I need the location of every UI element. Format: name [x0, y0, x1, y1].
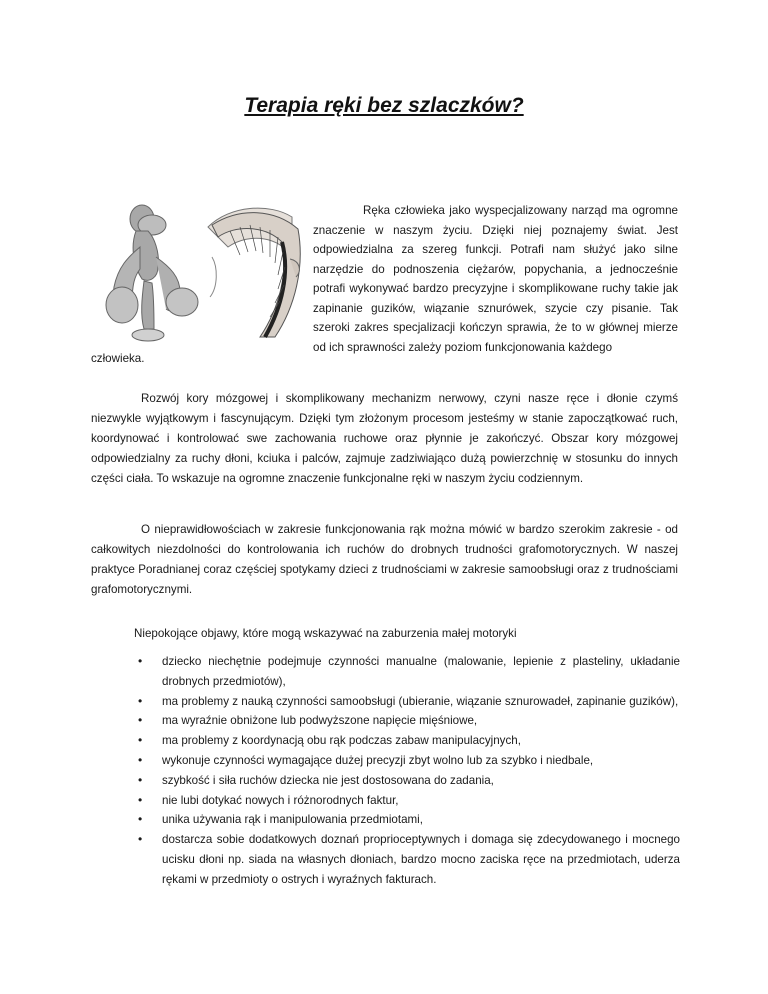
intro-paragraph — [313, 201, 678, 357]
bullet-icon: • — [138, 693, 143, 708]
list-item: • ma problemy z nauką czynności samoobsługi (ubieranie, wiązanie sznurowadeł, zapinanie guzików), — [134, 692, 680, 712]
list-heading: Niepokojące objawy, które mogą wskazywać na zaburzenia małej motoryki — [134, 627, 517, 640]
intro-text: Ręka człowieka jako wyspecjalizowany narząd ma ogromne znaczenie w naszym życiu. Dzięki niej poznajemy świat. Jest odpowiedzialna za szereg funkcji. Potrafi nam służyć jako silne narzędzie do podnoszenia ciężarów, popychania, a jednocześnie potrafi wykonywać bardzo precyzyjne i skomplikowane ruchy takie jak zapinanie guzików, wiązanie sznurówek, szycie czy pisanie. Tak szeroki zakres specjalizacji kończyn sprawia, że to w głównej mierze od ich sprawności zależy poziom funkcjonowania każdego — [313, 204, 678, 354]
paragraph-text: Rozwój kory mózgowej i skomplikowany mechanizm nerwowy, czyni nasze ręce i dłonie czymś niezwykle wyjątkowym i fascynującym. Dzięki tym złożonym procesom jesteśmy w stanie zapoczątkować ruch, koordynować i kontrolować swe zachowania ruchowe oraz płynnie je zakończyć. Obszar kory mózgowej odpowiedzialny za ruchy dłoni, kciuka i palców, zajmuje zadziwiająco dużą powierzchnię w stosunku do innych części ciała. To wskazuje na ogromne znaczenie funkcjonalne ręki w naszym życiu codziennym. — [91, 392, 678, 485]
homunculus-figure — [106, 205, 198, 341]
page-title: Terapia ręki bez szlaczków? — [244, 94, 524, 118]
paragraph-cortex — [91, 389, 678, 489]
list-item: • dostarcza sobie dodatkowych doznań proprioceptywnych i domaga się zdecydowanego i mocnego ucisku dłoni np. siada na własnych dłoniach, bardzo mocno zaciska ręce na przedmiotach, uderza rękami w przedmioty o ostrych i wyraźnych fakturach. — [138, 832, 680, 886]
symptoms-list — [134, 652, 680, 890]
bullet-icon: • — [138, 654, 143, 668]
bullet-icon: • — [138, 792, 143, 807]
bullet-icon: • — [138, 713, 143, 728]
bullet-icon: • — [138, 772, 143, 787]
intro-tail: człowieka. — [91, 352, 145, 365]
motor-cortex-diagram — [208, 208, 300, 337]
bullet-icon: • — [138, 832, 143, 847]
list-item: • nie lubi dotykać nowych i różnorodnych faktur, — [134, 791, 680, 811]
list-item: • dziecko niechętnie podejmuje czynności manualne (malowanie, lepienie z plasteliny, układanie drobnych przedmiotów), — [138, 654, 680, 688]
homunculus-illustration — [100, 197, 305, 347]
list-item: • ma wyraźnie obniżone lub podwyższone napięcie mięśniowe, — [134, 711, 680, 731]
list-item: • wykonuje czynności wymagające dużej precyzji zbyt wolno lub za szybko i niedbale, — [134, 751, 680, 771]
bullet-icon: • — [138, 752, 143, 767]
list-item: • ma problemy z koordynacją obu rąk podczas zabaw manipulacyjnych, — [134, 731, 680, 751]
bullet-icon: • — [138, 812, 143, 827]
paragraph-disorders — [91, 520, 678, 600]
bullet-icon: • — [138, 733, 143, 748]
paragraph-text: O nieprawidłowościach w zakresie funkcjonowania rąk można mówić w bardzo szerokim zakresie - od całkowitych niezdolności do kontrolowania ich ruchów do drobnych trudności grafomotorycznych. W naszej praktyce Poradnianej coraz częściej spotykamy dzieci z trudnościami w zakresie samoobsługi oraz z trudnościami grafomotorycznymi. — [91, 523, 678, 596]
list-item: • unika używania rąk i manipulowania przedmiotami, — [134, 810, 680, 830]
list-item: • szybkość i siła ruchów dziecka nie jest dostosowana do zadania, — [134, 771, 680, 791]
